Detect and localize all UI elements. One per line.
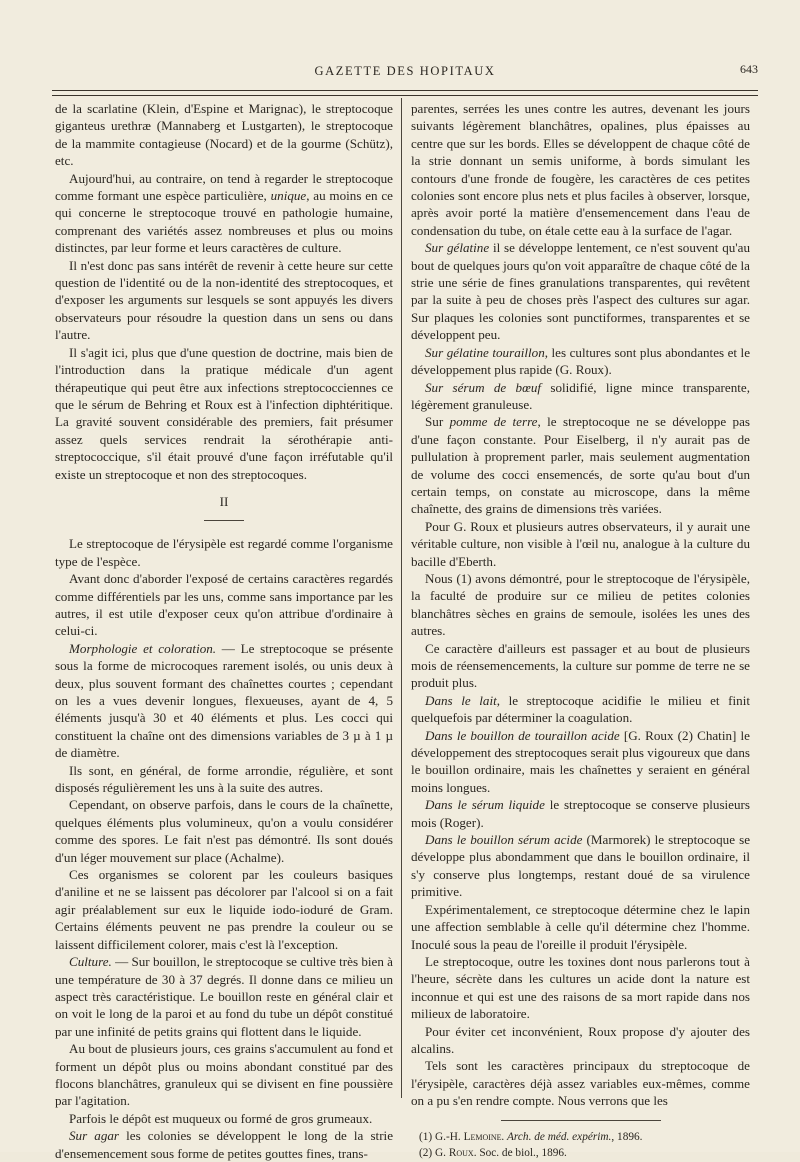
paragraph: Le streptocoque, outre les toxines dont nous parlerons tout à l'heure, sécrète dans les cultures un acide dont la nature est inconnue et qui est une des raisons de sa mort rapide dans nos milieux de laboratoire. (411, 953, 750, 1022)
page-number: 643 (740, 62, 758, 76)
paragraph: Morphologie et coloration. — Le streptocoque se présente sous la forme de microcoques rarement isolés, ou unis deux à deux, plus souvent formant des chaînettes courtes ; cependant on les a vues devenir longues, flexueuses, ayant de 4, 5 éléments jusqu'à 30 et 40 éléments et plus. Les cocci qui constituent la chaîne ont des dimensions variables de 3 µ à 1 µ de diamètre. (55, 640, 394, 761)
paragraph: Dans le bouillon de touraillon acide [G. Roux (2) Chatin] le développement des streptocoques serait plus vigoureux que dans le bouillon ordinaire, mais les chaînettes y seraient en général moins longues. (411, 727, 750, 795)
paragraph: Tels sont les caractères principaux du streptocoque de l'érysipèle, caractères déjà assez variables eux-mêmes, comme on a pu s'en rendre compte. Nous verrons que les (411, 1058, 750, 1109)
page-header (52, 62, 758, 82)
paragraph: Cependant, on observe parfois, dans le cours de la chaînette, quelques éléments plus volumineux, qu'on a voulu considérer comme des spores. Le fait n'est pas démontré. Ils sont doués d'un léger mouvement sur place (Achalme). (55, 797, 393, 865)
paragraph: parentes, serrées les unes contre les autres, devenant les jours suivants légèrement blanchâtres, opalines, plus épaisses au centre que sur les bords. Elles se développent de chaque côté de la strie donnant un semis uniforme, à bords simulant les contours d'une fronde de fougère, les caractères de ces petites colonies sont encore plus nets et plus faciles à observer, lorsque, après avoir porté la matière d'ensemencement dans l'eau de condensation du tube, on étale cette eau à la surface de l'agar. (411, 101, 750, 238)
paragraph: Pour G. Roux et plusieurs autres observateurs, il y aurait une véritable culture, non visible à l'œil nu, analogue à la culture du bacille d'Eberth. (411, 518, 750, 569)
column-divider (401, 98, 402, 1098)
footnote: (2) G. Roux. Soc. de biol., 1896. (419, 1146, 567, 1159)
paragraph: Il n'est donc pas sans intérêt de revenir à cette heure sur cette question de l'identité ou de la non-identité des streptocoques, et d'exposer les arguments sur lesquels se sont appuyés les divers observateurs pour résoudre la question dans un sens ou dans l'autre. (55, 257, 393, 343)
paragraph: Dans le sérum liquide le streptocoque se conserve plusieurs mois (Roger). (411, 797, 750, 830)
paragraph: Pour éviter cet inconvénient, Roux propose d'y ajouter des alcalins. (411, 1023, 750, 1056)
running-title: GAZETTE DES HOPITAUX (314, 64, 496, 78)
right-column (411, 100, 750, 1161)
paragraph: Parfois le dépôt est muqueux ou formé de gros grumeaux. (69, 1110, 373, 1126)
paragraph: Ces organismes se colorent par les couleurs basiques d'aniline et ne se laissent pas décolorer par l'alcool si on a fait agir préalablement sur eux le liquide iodo-ioduré de Gram. Certains éléments peuvent ne pas prendre la couleur ou se laissent difficilement colorer, mais c'est là l'exception. (55, 867, 393, 952)
paragraph: de la scarlatine (Klein, d'Espine et Marignac), le streptocoque giganteus urethræ (Mannaberg et Lustgarten), le streptocoque de la mammite contagieuse (Nocard) et de la gourme (Schütz), etc. (55, 101, 393, 169)
paragraph: Ils sont, en général, de forme arrondie, régulière, et sont disposés régulièrement les uns à la suite des autres. (55, 762, 393, 796)
section-rule (204, 520, 244, 521)
paragraph: Dans le lait, le streptocoque acidifie le milieu et finit quelquefois par déterminer la coagulation. (411, 692, 750, 726)
paragraph: Sur sérum de bœuf solidifié, ligne mince transparente, légèrement granuleuse. (411, 379, 750, 412)
paragraph: Sur gélatine touraillon, les cultures sont plus abondantes et le développement plus rapide (G. Roux). (411, 344, 751, 378)
paragraph: Nous (1) avons démontré, pour le streptocoque de l'érysipèle, la faculté de produire sur ce milieu de petites colonies blanchâtres sèches en grains de semoule, isolées les unes des autres. (411, 570, 750, 639)
paragraph: Avant donc d'aborder l'exposé de certains caractères regardés comme différentiels par les uns, comme sans importance par les autres, il est utile d'exposer ceux qu'on attribue d'ordinaire à celui-ci. (55, 571, 393, 639)
footnote-rule (501, 1120, 661, 1121)
paragraph: Sur agar les colonies se développent le long de la strie d'ensemencement sous forme de petites gouttes fines, trans- (55, 1128, 394, 1161)
left-column (55, 100, 393, 1162)
paragraph: Il s'agit ici, plus que d'une question de doctrine, mais bien de l'introduction dans la pratique médicale d'un agent thérapeutique qui peut être aux infections streptococciennes ce que le sérum de Behring et Roux est à l'infection diphtéritique. La gravité souvent considérable des premiers, fait présumer assez quels services rendrait la sérothérapie anti-streptococcique, s'il était prouvé d'une façon irréfutable qu'il existe un streptocoque et non des streptocoques. (55, 344, 393, 482)
paragraph: Dans le bouillon sérum acide (Marmorek) le streptocoque se développe plus abondamment que dans le bouillon ordinaire, il s'y conserve plus longtemps, restant doué de sa virulence primitive. (411, 832, 751, 900)
section-number: II (219, 493, 229, 509)
footnote: (1) G.-H. Lemoine. Arch. de méd. expérim., 1896. (419, 1130, 643, 1143)
paragraph: Aujourd'hui, au contraire, on tend à regarder le streptocoque comme formant une espèce particulière, unique, au moins en ce qui concerne le streptocoque trouvé en pathologie humaine, comprenant des variétés assez nombreuses et plus ou moins distinctes, par leur forme et leurs caractères de culture. (55, 170, 393, 256)
paragraph: Culture. — Sur bouillon, le streptocoque se cultive très bien à une température de 30 à 37 degrés. Il donne dans ce milieu un aspect très caractéristique. Le bouillon reste en général clair et on voit le long de la paroi et au fond du tube un dépôt constitué par une infinité de petits grains qui flottent dans le liquide. (55, 954, 393, 1039)
header-rule (52, 90, 758, 96)
paragraph: Ce caractère d'ailleurs est passager et au bout de plusieurs mois de réensemencements, la culture sur pomme de terre ne se produit plus. (411, 640, 750, 691)
paragraph: Sur gélatine il se développe lentement, ce n'est souvent qu'au bout de quelques jours qu'on voit apparaître de chaque côté de la strie une série de fines granulations transparentes, qui revêtent par la suite à peu de choses près l'aspect des cultures sur agar. Sur plaques les colonies sont punctiformes, transparentes et se développent peu. (411, 240, 751, 343)
paragraph: Sur pomme de terre, le streptocoque ne se développe pas d'une façon constante. Pour Eiselberg, il n'y aurait pas de pullulation à proprement parler, mais seulement augmentation de volume des cocci ensemencés, de sorte qu'au bout d'un certain temps, on constate au microscope, dans la même chaînette, des grains de dimensions très variées. (411, 414, 750, 517)
paragraph: Le streptocoque de l'érysipèle est regardé comme l'organisme type de l'espèce. (55, 536, 393, 569)
paragraph: Au bout de plusieurs jours, ces grains s'accumulent au fond et forment un dépôt plus ou moins abondant constitué par des flocons blanchâtres, granuleux qui se divisent en fine poussière par l'agitation. (55, 1041, 393, 1109)
paragraph: Expérimentalement, ce streptocoque détermine chez le lapin une affection semblable à celle qu'il détermine chez l'homme. Inoculé sous la peau de l'oreille il produit l'érysipèle. (411, 901, 750, 952)
